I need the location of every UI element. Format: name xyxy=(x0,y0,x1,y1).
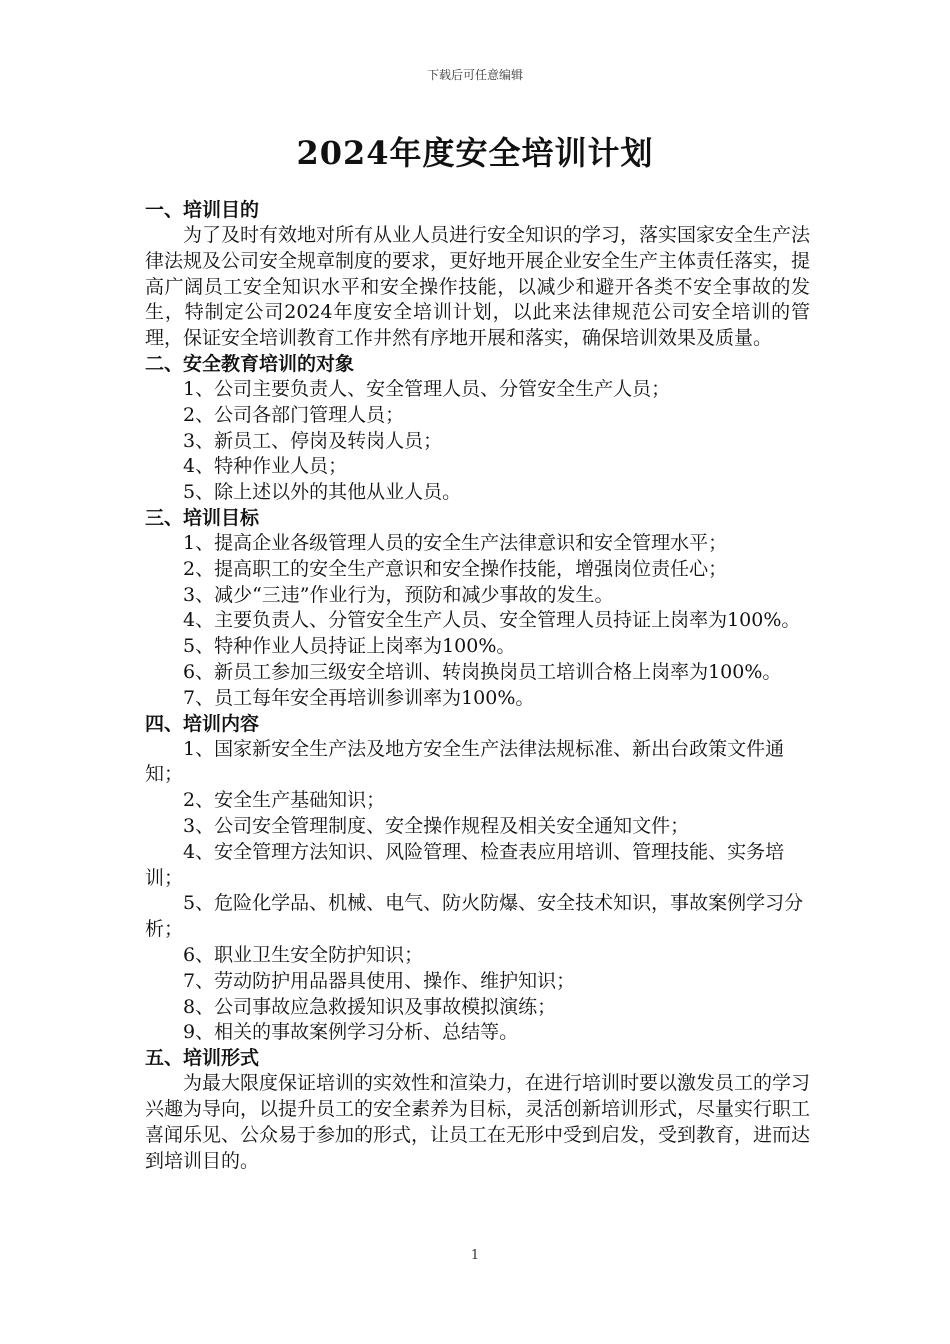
header-note: 下载后可任意编辑 xyxy=(426,68,523,82)
list-item: 5、特种作业人员持证上岗率为100%。 xyxy=(183,635,516,658)
list-item: 2、提高职工的安全生产意识和安全操作技能，增强岗位责任心； xyxy=(183,557,728,580)
list-item: 3、减少“三违”作业行为，预防和减少事故的发生。 xyxy=(183,583,614,606)
list-item: 5、除上述以外的其他从业人员。 xyxy=(183,481,462,504)
format-paragraph: 为最大限度保证培训的实效性和渲染力，在进行培训时要以激发员工的学习兴趣为导向，以提升员工的安全素养为目标，灵活创新培训形式，尽量实行职工喜闻乐见、公众易于参加的形式，让员工在无形中受到启发，受到教育，进而达到培训目的。 xyxy=(145,1072,811,1172)
section-heading-content: 四、培训内容 xyxy=(145,712,260,735)
section-heading-format: 五、培训形式 xyxy=(145,1047,260,1070)
list-item: 3、公司安全管理制度、安全操作规程及相关安全通知文件； xyxy=(183,814,690,837)
list-item: 2、公司各部门管理人员； xyxy=(183,403,405,426)
list-item: 2、安全生产基础知识； xyxy=(183,789,386,812)
list-item: 5、危险化学品、机械、电气、防火防爆、安全技术知识，事故案例学习分析； xyxy=(145,892,804,941)
section-heading-purpose: 一、培训目的 xyxy=(145,199,260,221)
section-heading-goals: 三、培训目标 xyxy=(145,506,260,529)
list-item: 6、职业卫生安全防护知识； xyxy=(183,943,424,966)
list-item: 1、国家新安全生产法及地方安全生产法律法规标准、新出台政策文件通知； xyxy=(145,737,785,786)
document-title: 2024年度安全培训计划 xyxy=(296,134,654,172)
list-item: 9、相关的事故案例学习分析、总结等。 xyxy=(183,1021,519,1044)
document-body xyxy=(145,198,810,1174)
list-item: 4、特种作业人员； xyxy=(183,455,348,478)
list-item: 8、公司事故应急救援知识及事故模拟演练； xyxy=(183,995,557,1018)
list-item: 4、安全管理方法知识、风险管理、检查表应用培训、管理技能、实务培训； xyxy=(145,840,785,889)
list-item: 7、劳动防护用品器具使用、操作、维护知识； xyxy=(183,969,576,992)
list-item: 3、新员工、停岗及转岗人员； xyxy=(183,429,443,452)
section-heading-audience: 二、安全教育培训的对象 xyxy=(145,352,355,375)
list-item: 4、主要负责人、分管安全生产人员、安全管理人员持证上岗率为100%。 xyxy=(183,609,801,632)
list-item: 1、公司主要负责人、安全管理人员、分管安全生产人员； xyxy=(183,377,671,400)
page-number: 1 xyxy=(470,1248,480,1263)
list-item: 6、新员工参加三级安全培训、转岗换岗员工培训合格上岗率为100%。 xyxy=(183,660,782,683)
list-item: 7、员工每年安全再培训参训率为100%。 xyxy=(183,686,535,709)
purpose-paragraph: 为了及时有效地对所有从业人员进行安全知识的学习，落实国家安全生产法律法规及公司安全规章制度的要求，更好地开展企业安全生产主体责任落实，提高广阔员工安全知识水平和安全操作技能，以减少和避开各类不安全事故的发生，特制定公司2024年度安全培训计划，以此来法律规范公司安全培训的管理，保证安全培训教育工作井然有序地开展和落实，确保培训效果及质量。 xyxy=(145,224,811,350)
list-item: 1、提高企业各级管理人员的安全生产法律意识和安全管理水平； xyxy=(183,531,728,554)
